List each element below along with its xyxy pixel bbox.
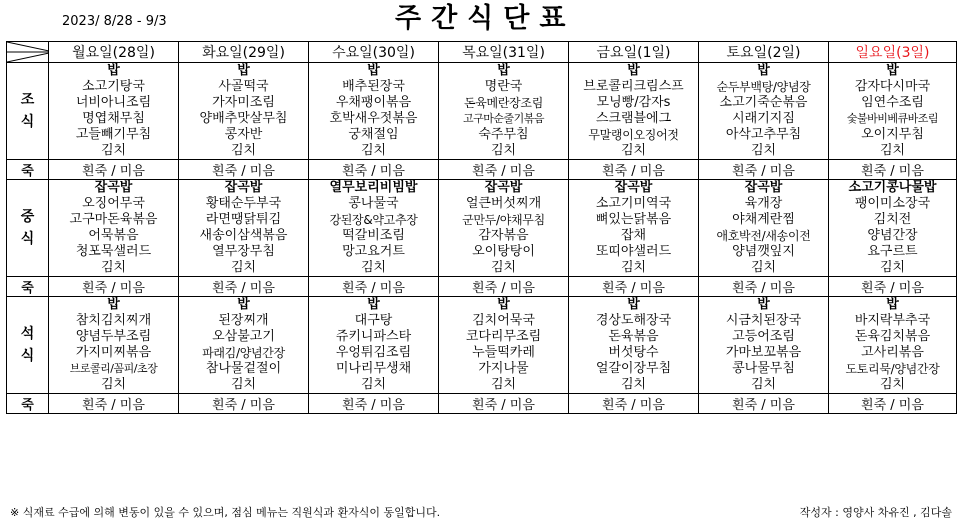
porridge-cell: 흰죽 / 미음 [569,394,699,414]
breakfast-row [7,79,957,95]
lunch-dish: 어묵볶음 [49,228,179,244]
dinner-row [7,361,957,377]
lunch-dish: 김치 [699,260,829,277]
dinner-label [7,297,49,394]
day-header-fri: 금요일(1일) [569,42,699,63]
dinner-dish: 대구탕 [309,313,439,329]
breakfast-label [7,63,49,160]
lunch-label-char: 식 [20,231,35,247]
dinner-row [7,377,957,394]
lunch-dish: 김치전 [829,212,957,228]
dinner-dish: 고사리볶음 [829,345,957,361]
porridge-cell: 흰죽 / 미음 [699,277,829,297]
lunch-dish: 김치 [179,260,309,277]
breakfast-main-dish: 밥 [569,63,699,80]
breakfast-dish: 임연수조림 [829,95,957,111]
breakfast-main-dish: 밥 [179,63,309,80]
lunch-main-dish: 잡곡밥 [699,180,829,197]
dinner-main-dish: 밥 [179,297,309,314]
dinner-dish: 브로콜리/꼼피/초장 [49,361,179,377]
dinner-dish: 시금치된장국 [699,313,829,329]
dinner-dish: 돈육볶음 [569,329,699,345]
breakfast-dish: 시래기지짐 [699,111,829,127]
dinner-dish: 콩나물무침 [699,361,829,377]
breakfast-main-dish: 밥 [309,63,439,80]
lunch-dish: 야채계란찜 [699,212,829,228]
porridge-cell: 흰죽 / 미음 [439,394,569,414]
breakfast-dish: 감자다시마국 [829,79,957,95]
dinner-label-char: 식 [20,348,35,364]
porridge-cell: 흰죽 / 미음 [439,160,569,180]
lunch-row [7,260,957,277]
corner-diagonal-lines [7,42,49,62]
lunch-row [7,228,957,244]
porridge-cell: 흰죽 / 미음 [309,277,439,297]
lunch-dish: 고구마돈육볶음 [49,212,179,228]
page-title: 주간식단표 [395,3,576,34]
dinner-dish: 코다리무조림 [439,329,569,345]
lunch-label-char: 중 [20,209,35,225]
author-names: 영양사 차유진 , 김다솔 [842,506,952,519]
dinner-dish: 돈육김치볶음 [829,329,957,345]
porridge-cell: 흰죽 / 미음 [829,394,957,414]
dinner-dish: 김치어묵국 [439,313,569,329]
porridge-cell: 흰죽 / 미음 [829,277,957,297]
dinner-dish: 바지락부추국 [829,313,957,329]
lunch-label [7,180,49,277]
breakfast-dish: 배추된장국 [309,79,439,95]
porridge-cell: 흰죽 / 미음 [829,160,957,180]
porridge-row [7,277,957,297]
day-header-wed: 수요일(30일) [309,42,439,63]
breakfast-dish: 브로콜리크림스프 [569,79,699,95]
dinner-dish: 김치 [699,377,829,394]
breakfast-dish: 사골떡국 [179,79,309,95]
footer-note: ※ 식재료 수급에 의해 변동이 있을 수 있으며, 점심 메뉴는 직원식과 환자식이 동일합니다. [10,506,441,519]
lunch-dish: 또띠야샐러드 [569,244,699,260]
lunch-dish: 망고요거트 [309,244,439,260]
dinner-main-dish: 밥 [309,297,439,314]
lunch-dish: 새송이삼색볶음 [179,228,309,244]
dinner-row [7,329,957,345]
porridge-cell: 흰죽 / 미음 [699,394,829,414]
dinner-row [7,313,957,329]
porridge-row [7,394,957,414]
lunch-row [7,180,957,197]
dinner-dish: 경상도해장국 [569,313,699,329]
porridge-cell: 흰죽 / 미음 [309,394,439,414]
lunch-dish: 팽이미소장국 [829,196,957,212]
dinner-dish: 누들떡카레 [439,345,569,361]
lunch-dish: 콩나물국 [309,196,439,212]
porridge-cell: 흰죽 / 미음 [49,277,179,297]
dinner-row [7,345,957,361]
breakfast-dish: 소고기죽순볶음 [699,95,829,111]
dinner-dish: 우엉튀김조림 [309,345,439,361]
dinner-main-dish: 밥 [49,297,179,314]
dinner-dish: 버섯탕수 [569,345,699,361]
breakfast-main-dish: 밥 [49,63,179,80]
lunch-dish: 잡채 [569,228,699,244]
dinner-dish: 얼갈이장무침 [569,361,699,377]
lunch-dish: 얼큰버섯찌개 [439,196,569,212]
breakfast-label-char: 조 [20,92,35,108]
porridge-cell: 흰죽 / 미음 [49,394,179,414]
porridge-cell: 흰죽 / 미음 [439,277,569,297]
lunch-dish: 뼈있는닭볶음 [569,212,699,228]
breakfast-dish: 고들빼기무침 [49,127,179,143]
breakfast-dish: 명엽채무침 [49,111,179,127]
dinner-dish: 김치 [569,377,699,394]
dinner-label-char: 석 [20,326,35,342]
lunch-dish: 애호박전/새송이전 [699,228,829,244]
dinner-main-dish: 밥 [569,297,699,314]
breakfast-dish: 김치 [699,143,829,160]
date-range: 2023/ 8/28 - 9/3 [62,14,167,29]
lunch-dish: 김치 [49,260,179,277]
lunch-dish: 김치 [829,260,957,277]
breakfast-row [7,143,957,160]
day-header-sat: 토요일(2일) [699,42,829,63]
dinner-dish: 참나물겉절이 [179,361,309,377]
porridge-cell: 흰죽 / 미음 [49,160,179,180]
dinner-dish: 양념두부조림 [49,329,179,345]
lunch-row [7,212,957,228]
dinner-dish: 파래김/양념간장 [179,345,309,361]
dinner-dish: 김치 [309,377,439,394]
author-line [800,504,952,520]
porridge-cell: 흰죽 / 미음 [569,277,699,297]
lunch-row [7,244,957,260]
breakfast-dish: 오이지무침 [829,127,957,143]
lunch-row [7,196,957,212]
lunch-main-dish: 소고기콩나물밥 [829,180,957,197]
lunch-dish: 양념간장 [829,228,957,244]
breakfast-row [7,111,957,127]
day-header-mon: 월요일(28일) [49,42,179,63]
dinner-dish: 된장찌개 [179,313,309,329]
breakfast-dish: 명란국 [439,79,569,95]
breakfast-dish: 김치 [829,143,957,160]
lunch-main-dish: 잡곡밥 [179,180,309,197]
lunch-main-dish: 열무보리비빔밥 [309,180,439,197]
breakfast-dish: 우채팽이볶음 [309,95,439,111]
porridge-cell: 흰죽 / 미음 [569,160,699,180]
lunch-main-dish: 잡곡밥 [569,180,699,197]
lunch-dish: 오이탕탕이 [439,244,569,260]
lunch-main-dish: 잡곡밥 [49,180,179,197]
lunch-dish: 군만두/야채무침 [439,212,569,228]
lunch-dish: 떡갈비조림 [309,228,439,244]
breakfast-dish: 고구마순줄기볶음 [439,111,569,127]
dinner-dish: 가지미찌볶음 [49,345,179,361]
breakfast-row [7,127,957,143]
breakfast-dish: 김치 [309,143,439,160]
breakfast-dish: 소고기탕국 [49,79,179,95]
porridge-label: 죽 [7,394,49,414]
breakfast-dish: 돈육메란장조림 [439,95,569,111]
breakfast-row [7,63,957,80]
porridge-label: 죽 [7,277,49,297]
porridge-row [7,160,957,180]
breakfast-main-dish: 밥 [829,63,957,80]
breakfast-dish: 아삭고추무침 [699,127,829,143]
lunch-dish: 라면땡닭튀김 [179,212,309,228]
dinner-dish: 미나리무생채 [309,361,439,377]
breakfast-dish: 순두부백탕/양념장 [699,79,829,95]
porridge-cell: 흰죽 / 미음 [179,277,309,297]
breakfast-dish: 궁채절임 [309,127,439,143]
lunch-dish: 감자볶음 [439,228,569,244]
breakfast-dish: 호박새우젓볶음 [309,111,439,127]
lunch-dish: 소고기미역국 [569,196,699,212]
porridge-cell: 흰죽 / 미음 [699,160,829,180]
lunch-main-dish: 잡곡밥 [439,180,569,197]
breakfast-dish: 김치 [179,143,309,160]
author-label: 작성자 : [799,506,839,519]
day-header-tue: 화요일(29일) [179,42,309,63]
dinner-dish: 김치 [829,377,957,394]
day-header-thu: 목요일(31일) [439,42,569,63]
dinner-dish: 가지나물 [439,361,569,377]
breakfast-dish: 가자미조림 [179,95,309,111]
breakfast-dish: 숙주무침 [439,127,569,143]
porridge-cell: 흰죽 / 미음 [309,160,439,180]
weekly-menu-table [6,41,957,414]
lunch-dish: 열무장무침 [179,244,309,260]
breakfast-dish: 양배추맛살무침 [179,111,309,127]
breakfast-dish: 숯불바비베큐바조림 [829,111,957,127]
lunch-dish: 김치 [309,260,439,277]
dinner-dish: 김치 [439,377,569,394]
lunch-dish: 육개장 [699,196,829,212]
porridge-cell: 흰죽 / 미음 [179,160,309,180]
dinner-row [7,297,957,314]
breakfast-dish: 스크램블에그 [569,111,699,127]
dinner-dish: 김치 [49,377,179,394]
dinner-main-dish: 밥 [439,297,569,314]
dinner-dish: 오삼불고기 [179,329,309,345]
breakfast-main-dish: 밥 [439,63,569,80]
breakfast-row [7,95,957,111]
lunch-dish: 김치 [569,260,699,277]
breakfast-label-char: 식 [20,114,35,130]
dinner-dish: 고등어조림 [699,329,829,345]
day-header-sun: 일요일(3일) [829,42,957,63]
dinner-dish: 김치 [179,377,309,394]
menu-body [7,63,957,414]
dinner-main-dish: 밥 [829,297,957,314]
lunch-dish: 강된장&약고추장 [309,212,439,228]
breakfast-dish: 콩자반 [179,127,309,143]
corner-cell [7,42,49,63]
breakfast-dish: 너비아니조림 [49,95,179,111]
dinner-dish: 참치김치찌개 [49,313,179,329]
breakfast-dish: 김치 [49,143,179,160]
breakfast-dish: 모닝빵/감자s [569,95,699,111]
lunch-dish: 요구르트 [829,244,957,260]
porridge-label: 죽 [7,160,49,180]
lunch-dish: 김치 [439,260,569,277]
dinner-dish: 가마보꼬볶음 [699,345,829,361]
breakfast-dish: 김치 [569,143,699,160]
dinner-dish: 쥬키니파스타 [309,329,439,345]
dinner-dish: 도토리묵/양념간장 [829,361,957,377]
breakfast-dish: 무말랭이오징어젓 [569,127,699,143]
lunch-dish: 오징어무국 [49,196,179,212]
breakfast-main-dish: 밥 [699,63,829,80]
lunch-dish: 청포묵샐러드 [49,244,179,260]
breakfast-dish: 김치 [439,143,569,160]
lunch-dish: 황태순두부국 [179,196,309,212]
dinner-main-dish: 밥 [699,297,829,314]
porridge-cell: 흰죽 / 미음 [179,394,309,414]
lunch-dish: 양념깻잎지 [699,244,829,260]
